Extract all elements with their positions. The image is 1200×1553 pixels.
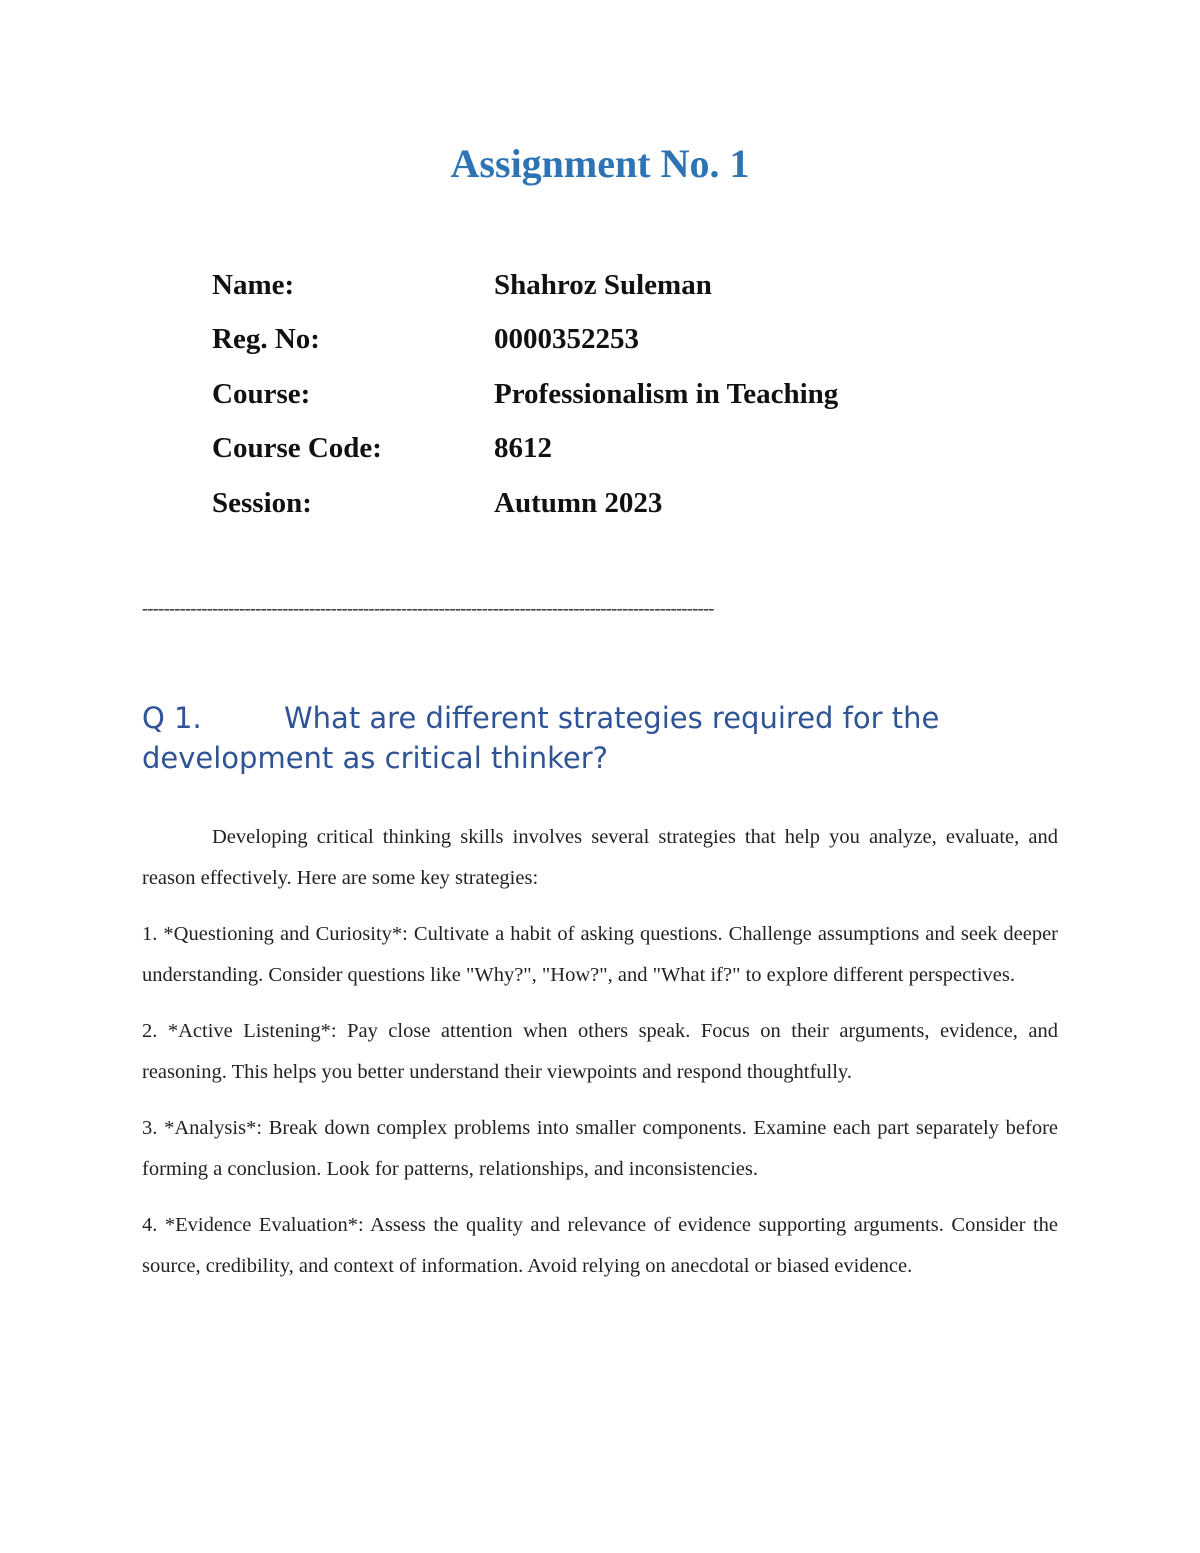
question-number: Q 1. [142,701,202,735]
answer-body [142,817,1058,1302]
info-label: Name: [212,268,295,301]
question-text: What are different strategies required for the development as critical thinker? [142,701,940,775]
info-label: Course: [212,377,311,410]
info-value: Autumn 2023 [494,486,663,519]
info-row-course-code [212,422,838,477]
info-value: Professionalism in Teaching [494,377,839,410]
info-row-name [212,258,838,313]
strategy-paragraph: 1. *Questioning and Curiosity*: Cultivate a habit of asking questions. Challenge assumptions and seek deeper understanding. Consider questions like "Why?", "How?", and "What if?" to explore different perspectives. [142,923,1058,986]
info-value: 8612 [494,432,552,465]
info-value: Shahroz Suleman [494,268,712,301]
info-label: Reg. No: [212,323,320,356]
info-row-reg-no [212,313,838,368]
strategy-paragraph: 4. *Evidence Evaluation*: Assess the quality and relevance of evidence supporting arguments. Consider the source, credibility, and context of information. Avoid relying on anecdotal or biased evidence. [142,1214,1058,1277]
strategy-paragraph: 3. *Analysis*: Break down complex problems into smaller components. Examine each part separately before forming a conclusion. Look for patterns, relationships, and inconsistencies. [142,1117,1058,1180]
question-heading [142,698,1042,778]
dashed-divider: ---------------------------------------------------------------------------------------------------------- [142,598,714,618]
student-info-table [212,258,838,531]
info-row-session [212,476,838,531]
info-label: Course Code: [212,432,382,465]
info-label: Session: [212,486,312,519]
info-row-course [212,367,838,422]
document-title: Assignment No. 1 [450,141,750,186]
info-value: 0000352253 [494,323,639,356]
strategy-paragraph: 2. *Active Listening*: Pay close attention when others speak. Focus on their arguments, evidence, and reasoning. This helps you better understand their viewpoints and respond thoughtfully. [142,1020,1058,1083]
intro-paragraph: Developing critical thinking skills involves several strategies that help you analyze, evaluate, and reason effectively. Here are some key strategies: [142,826,1058,889]
